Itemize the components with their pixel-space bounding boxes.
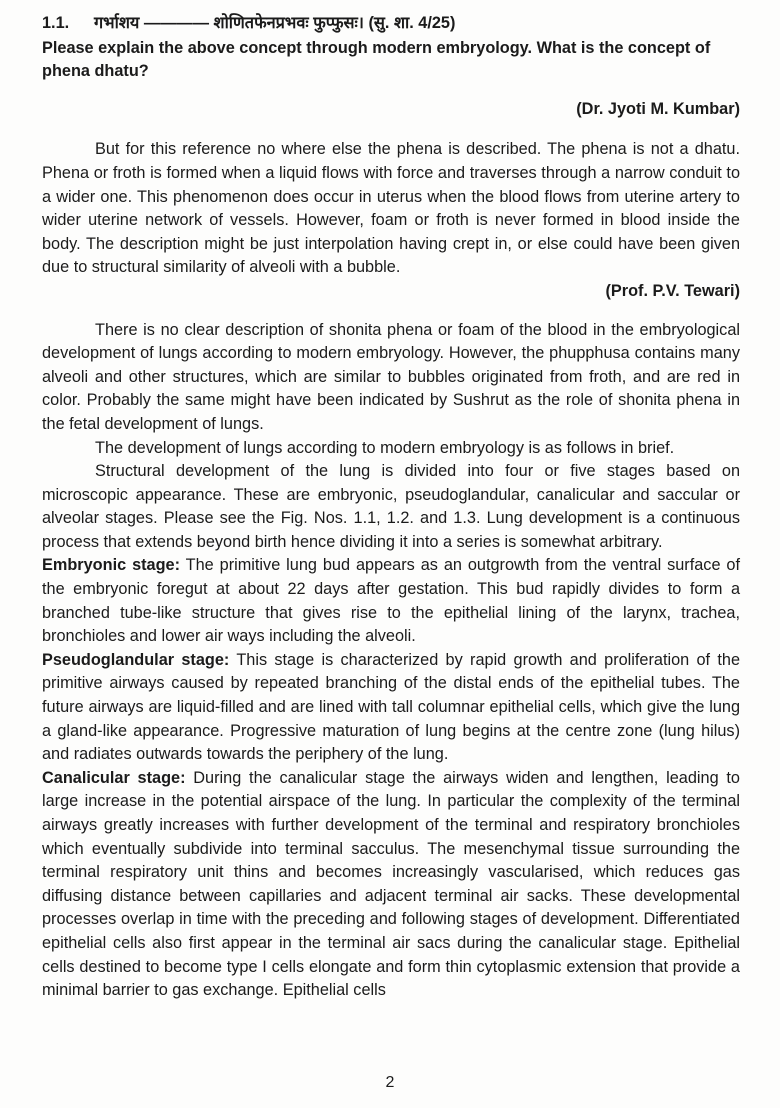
section-heading: [42, 12, 740, 36]
stage-paragraph-embryonic: [42, 554, 740, 648]
answer-paragraph-shonita-phena: There is no clear description of shonita phena or foam of the blood in the embryological development of lungs according to modern embryology. However, the phupphusa contains many alveoli and other structures, which are similar to bubbles originated from froth, and are red in color. Probably the same might have been indicated by Sushrut as the role of shonita phena in the fetal development of lungs.: [42, 320, 740, 433]
stage-label-canalicular: Canalicular stage:: [42, 768, 186, 787]
page-number: 2: [385, 1074, 395, 1092]
answer-paragraph-structural-development: Structural development of the lung is divided into four or five stages based on microscopic appearance. These are embryonic, pseudoglandular, canalicular and saccular or alveolar stages. Please see the Fig. Nos. 1.1, 1.2. and 1.3. Lung development is a continuous process that extends beyond birth hence dividing it into a series is somewhat arbitrary.: [42, 462, 740, 551]
question-text: Please explain the above concept through modern embryology. What is the concept of phena dhatu?: [42, 38, 711, 81]
stage-text-pseudoglandular: This stage is characterized by rapid growth and proliferation of the primitive airways caused by repeated branching of the distal ends of the epithelial tubes. The future airways are liquid-filled and are lined with tall columnar epithelial cells, which give the lung a gland-like appearance. Progressive maturation of lung begins at the centre zone (lung hilus) and radiates outwards towards the periphery of the lung.: [42, 650, 740, 764]
stage-paragraph-canalicular: [42, 767, 740, 1003]
answer-author-tewari: (Prof. P.V. Tewari): [605, 281, 740, 300]
stage-text-embryonic: The primitive lung bud appears as an outgrowth from the ventral surface of the embryonic foregut at about 22 days after gestation. This bud rapidly divides to form a branched tube-like structure that gives rise to the epithelial lining of the larynx, trachea, bronchioles and lower air ways including the alveoli.: [42, 556, 741, 646]
answer-paragraph-tewari: But for this reference no where else the phena is described. The phena is not a dhatu. Phena or froth is formed when a liquid flows with force and traverses through a narrow conduit to a wider one. This phenomenon does occur in uterus when the blood flows from uterine artery to wider uterine network of vessels. However, foam or froth is never formed in blood inside the body. The description might be just interpolation having crept in, or else could have been given due to structural similarity of alveoli with a bubble.: [42, 140, 740, 277]
stage-label-embryonic: Embryonic stage:: [42, 556, 181, 575]
question-author: (Dr. Jyoti M. Kumbar): [576, 99, 740, 118]
answer-paragraph-development-brief: The development of lungs according to modern embryology is as follows in brief.: [95, 438, 675, 457]
stage-text-canalicular: During the canalicular stage the airways widen and lengthen, leading to large increase in the potential airspace of the lung. In particular the complexity of the terminal airways greatly increases with further development of the terminal and respiratory bronchioles which eventually subdivide into terminal sacculus. The mesenchymal tissue surrounding the terminal respiratory unit thins and becomes increasingly vascularised, which reduces gas diffusing distance between capillaries and adjacent terminal air sacks. These developmental processes overlap in time with the preceding and following stages of development. Differentiated epithelial cells also first appear in the terminal air sacs during the canalicular stage. Epithelial cells destined to become type I cells elongate and form thin cytoplasmic extension that provide a minimal barrier to gas exchange. Epithelial cells: [42, 768, 740, 1000]
stage-paragraph-pseudoglandular: [42, 649, 740, 767]
sanskrit-quote: गर्भाशय ———— शोणितफेनप्रभवः फुप्फुसः। (सु. शा. 4/25): [94, 14, 456, 32]
section-number: 1.1.: [42, 14, 70, 32]
stage-label-pseudoglandular: Pseudoglandular stage:: [42, 650, 230, 669]
